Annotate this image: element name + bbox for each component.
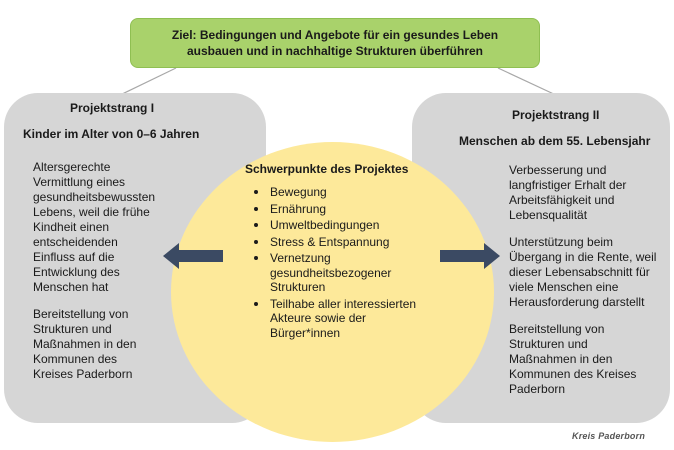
arrow-right-shape [440, 243, 500, 269]
strand-left-paragraph [33, 307, 155, 382]
watermark-kreis-paderborn: Kreis Paderborn [572, 431, 646, 441]
focus-item-line: Umweltbedingungen [270, 218, 380, 232]
goal-box [130, 18, 540, 68]
text-line: Kommunen des [33, 352, 118, 366]
text-line: Lebens, weil die frühe [33, 205, 150, 219]
focus-item [252, 185, 416, 200]
text-line: Arbeitsfähigkeit und [509, 193, 615, 207]
text-line: Maßnahmen in den [509, 352, 613, 366]
focus-item-line: gesundheitsbezogener [270, 265, 392, 280]
focus-item-line: Bewegung [270, 185, 327, 199]
text-line: Verbesserung und [509, 163, 607, 177]
strand-right-paragraph [509, 235, 656, 310]
text-line: Strukturen und [509, 337, 588, 351]
text-line: Kommunen des Kreises [509, 367, 637, 381]
text-line: langfristiger Erhalt der [509, 178, 627, 192]
text-line: Einfluss auf die [33, 250, 115, 264]
focus-item-line: Teilhabe aller interessierten [270, 296, 417, 311]
strand-left-subheading: Kinder im Alter von 0–6 Jahren [23, 127, 200, 141]
text-line: Bereitstellung von [33, 307, 129, 321]
focus-title: Schwerpunkte des Projektes [245, 162, 409, 176]
text-line: Übergang in die Rente, weil [509, 250, 657, 264]
focus-list [252, 185, 416, 342]
arrow-left-icon [163, 242, 223, 270]
focus-item [252, 251, 416, 295]
strand-left-text [33, 160, 155, 394]
text-line: Entwicklung des [33, 265, 120, 279]
text-line: entscheidenden [33, 235, 118, 249]
text-line: Paderborn [509, 382, 566, 396]
strand-right-paragraph [509, 322, 656, 397]
strand-left-heading: Projektstrang I [70, 101, 155, 115]
text-line: Kreises Paderborn [33, 367, 133, 381]
bullet-icon [254, 223, 258, 227]
strand-right-heading: Projektstrang II [512, 108, 600, 122]
focus-item [252, 297, 416, 341]
text-line: Vermittlung eines [33, 175, 126, 189]
text-line: Unterstützung beim [509, 235, 614, 249]
text-line: Strukturen und [33, 322, 112, 336]
focus-item-line: Bürger*innen [270, 325, 341, 340]
strand-right-subheading: Menschen ab dem 55. Lebensjahr [459, 134, 651, 148]
text-line: Herausforderung darstellt [509, 295, 645, 309]
bullet-icon [254, 302, 258, 306]
goal-line-1: Ziel: Bedingungen und Angebote für ein gesundes Leben [171, 28, 499, 42]
text-line: Maßnahmen in den [33, 337, 137, 351]
bullet-icon [254, 256, 258, 260]
focus-item-line: Strukturen [270, 280, 326, 294]
focus-item [252, 235, 416, 250]
text-line: Altersgerechte [33, 160, 111, 174]
text-line: Kindheit einen [33, 220, 110, 234]
focus-item-line: Vernetzung [270, 251, 331, 265]
text-line: dieser Lebensabschnitt für [509, 265, 650, 279]
strand-left-paragraph [33, 160, 155, 295]
focus-item [252, 218, 416, 233]
text-line: gesundheitsbewussten [33, 190, 156, 204]
connector-line-right [498, 68, 558, 96]
bullet-icon [254, 207, 258, 211]
focus-item-line: Akteure sowie der [270, 311, 367, 325]
focus-item-line: Ernährung [270, 201, 327, 216]
strand-right-paragraph [509, 163, 656, 223]
bullet-icon [254, 240, 258, 244]
focus-item [252, 202, 416, 217]
focus-item-line: Stress & Entspannung [270, 234, 390, 249]
connector-line-left [118, 68, 176, 96]
text-line: viele Menschen eine [509, 280, 619, 294]
arrow-left-shape [163, 243, 223, 269]
strand-right-text [509, 163, 656, 409]
text-line: Bereitstellung von [509, 322, 605, 336]
arrow-right-icon [440, 242, 500, 270]
text-line: Lebensqualität [509, 208, 588, 222]
bullet-icon [254, 190, 258, 194]
text-line: Menschen hat [33, 280, 109, 294]
goal-line-2: ausbauen und in nachhaltige Strukturen überführen [186, 44, 484, 58]
